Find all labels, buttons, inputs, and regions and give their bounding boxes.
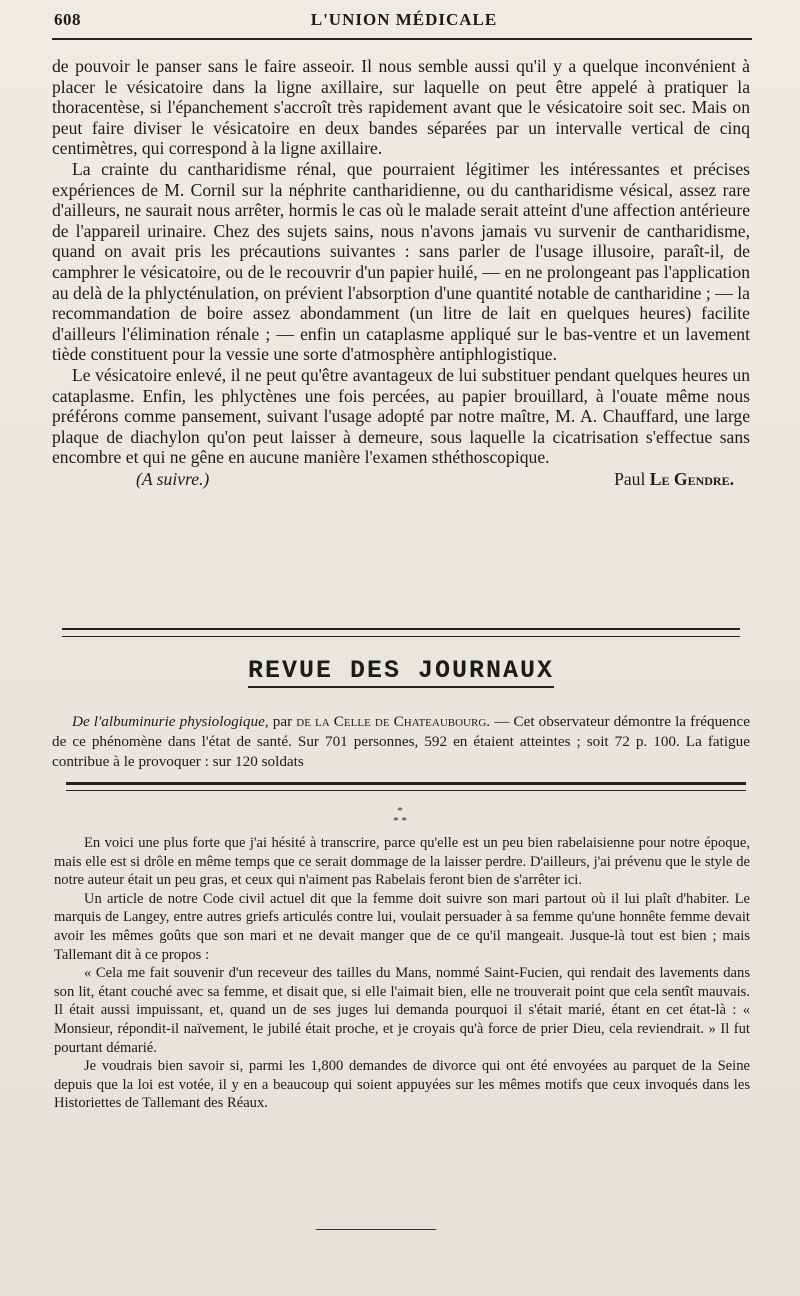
feuilleton-paragraph: Un article de notre Code civil actuel dit que la femme doit suivre son mari partout où il lui plaît d'habiter. Le marquis de Langey, entre autres griefs articulés contre lui, voulait persuader à sa femme qu'une honnête femme devait avoir les mêmes goûts que son mari et ne devait manger que de ce qu'il mangeait. Jusque-là tout est bien ; mais Tallemant dit à ce propos :: [54, 890, 750, 963]
article-paragraph: Le vésicatoire enlevé, il ne peut qu'être avantageux de lui substituer pendant quelques heures un cataplasme. Enfin, les phlyctènes une fois percées, au papier brouillard, à l'ouate même nous préférons comme pansement, suivant l'usage adopté par notre maître, M. A. Chauffard, une large plaque de diachylon qu'on peut laisser à demeure, sous laquelle la cicatrisation s'effectue sans encombre et qui ne gêne en aucune manière l'examen sthéthoscopique.: [52, 364, 750, 468]
section-title-text: REVUE DES JOURNAUX: [248, 656, 554, 688]
to-be-continued: (A suivre.): [136, 468, 210, 489]
page-number: 608: [54, 10, 81, 29]
author-first-name: Paul: [614, 468, 646, 489]
article-paragraph: de pouvoir le panser sans le faire asseoir. Il nous semble aussi qu'il y a quelque inconvénient à placer le vésicatoire dans la ligne axillaire, sur laquelle on peut être appelé à pratiquer la thoracentèse, si l'épanchement s'accroît très rapidement avant que le vésicatoire soit sec. Mais on peut faire diviser le vésicatoire en deux bandes séparées par un intervalle vertical de cinq centimètres, qui correspond à la ligne axillaire.: [52, 56, 750, 159]
feuilleton-paragraph: « Cela me fait souvenir d'un receveur des tailles du Mans, nommé Saint-Fucien, qui rendait des lavements dans son lit, étant couché avec sa femme, et disait que, si elle l'aimait bien, elle ne trouverait point que cela sentît mauvais. Il était aussi impuissant, et, quand un de ses juges lui demanda pourquoi il s'était marié, étant en cet état-là : « Monsieur, répondit-il naïvement, le jubilé était proche, et je croyais qu'à force de prier Dieu, cela reviendrait. » Il fut pourtant démarié.: [54, 965, 750, 1056]
closing-rule: [316, 1229, 436, 1230]
article-paragraph: La crainte du cantharidisme rénal, que pourraient légitimer les intéressantes et précises expériences de M. Cornil sur la néphrite cantharidienne, ou du cantharidisme vésical, assez rare d'ailleurs, ne saurait nous arrêter, hormis le cas où le malade serait atteint d'une affection antérieure de l'appareil urinaire. Chez des sujets sains, nous n'avons jamais vu survenir de cantharidisme, quand on avait pris les précautions suivantes : sans parler de l'usage illusoire, paraît-il, de camphrer le vésicatoire, ou de le recouvrir d'un papier huilé, — en ne prolongeant pas l'application au delà de la phlycténulation, on prévient l'absorption d'une quantité notable de cantharidine ; — la recommandation de boire assez abondamment (un litre de lait en quelques heures) facilite d'ailleurs l'élimination rénale ; — enfin un cataplasme appliqué sur le bas-ventre et un lavement tiède constituent pour la vessie une sorte d'atmosphère antiphlogistique.: [52, 158, 750, 365]
feuilleton-paragraph: Je voudrais bien savoir si, parmi les 1,800 demandes de divorce qui ont été envoyées au parquet de la Seine depuis que la loi est votée, il y en a beaucoup qui soient appuyées sur les mêmes motifs que ceux invoqués dans les Historiettes de Tallemant des Réaux.: [54, 1058, 750, 1112]
asterism-top: *: [397, 805, 403, 817]
review-entry: [52, 712, 750, 772]
review-by: par: [268, 713, 297, 730]
header-rule: [52, 38, 752, 40]
article-signature: [52, 469, 750, 490]
author-name: [614, 469, 734, 490]
asterism-ornament: [0, 806, 800, 826]
section-divider: [62, 628, 740, 637]
feuilleton-text: [54, 834, 750, 1113]
journal-title: L'UNION MÉDICALE: [310, 10, 498, 29]
feuilleton-divider: [66, 782, 746, 791]
asterism-bottom: * *: [393, 815, 407, 827]
review-text: — Cet observateur démontre la fréquence de ce phénomène dans l'état de santé. Sur 701 personnes, 592 en étaient atteintes ; soit 72 p. 100. La fatigue contribue à le provoquer : sur 120 soldats: [52, 713, 750, 770]
page-header: [54, 6, 754, 32]
review-paragraph: [52, 712, 750, 772]
review-author: de la Celle de Chateaubourg.: [296, 713, 491, 730]
author-last-name: Le Gendre.: [649, 468, 734, 489]
section-title: [52, 656, 750, 685]
review-entry-title: De l'albuminurie physiologique,: [72, 713, 269, 730]
feuilleton-paragraph: En voici une plus forte que j'ai hésité à transcrire, parce qu'elle est un peu bien rabelaisienne pour notre époque, mais elle est si drôle en même temps que ce serait dommage de la laisser perdre. D'ailleurs, j'ai prévenu que le style de notre auteur était un peu gras, et ceux qui n'aiment pas Rabelais feront bien de s'arrêter ici.: [54, 835, 750, 889]
article-continuation: [52, 56, 750, 489]
